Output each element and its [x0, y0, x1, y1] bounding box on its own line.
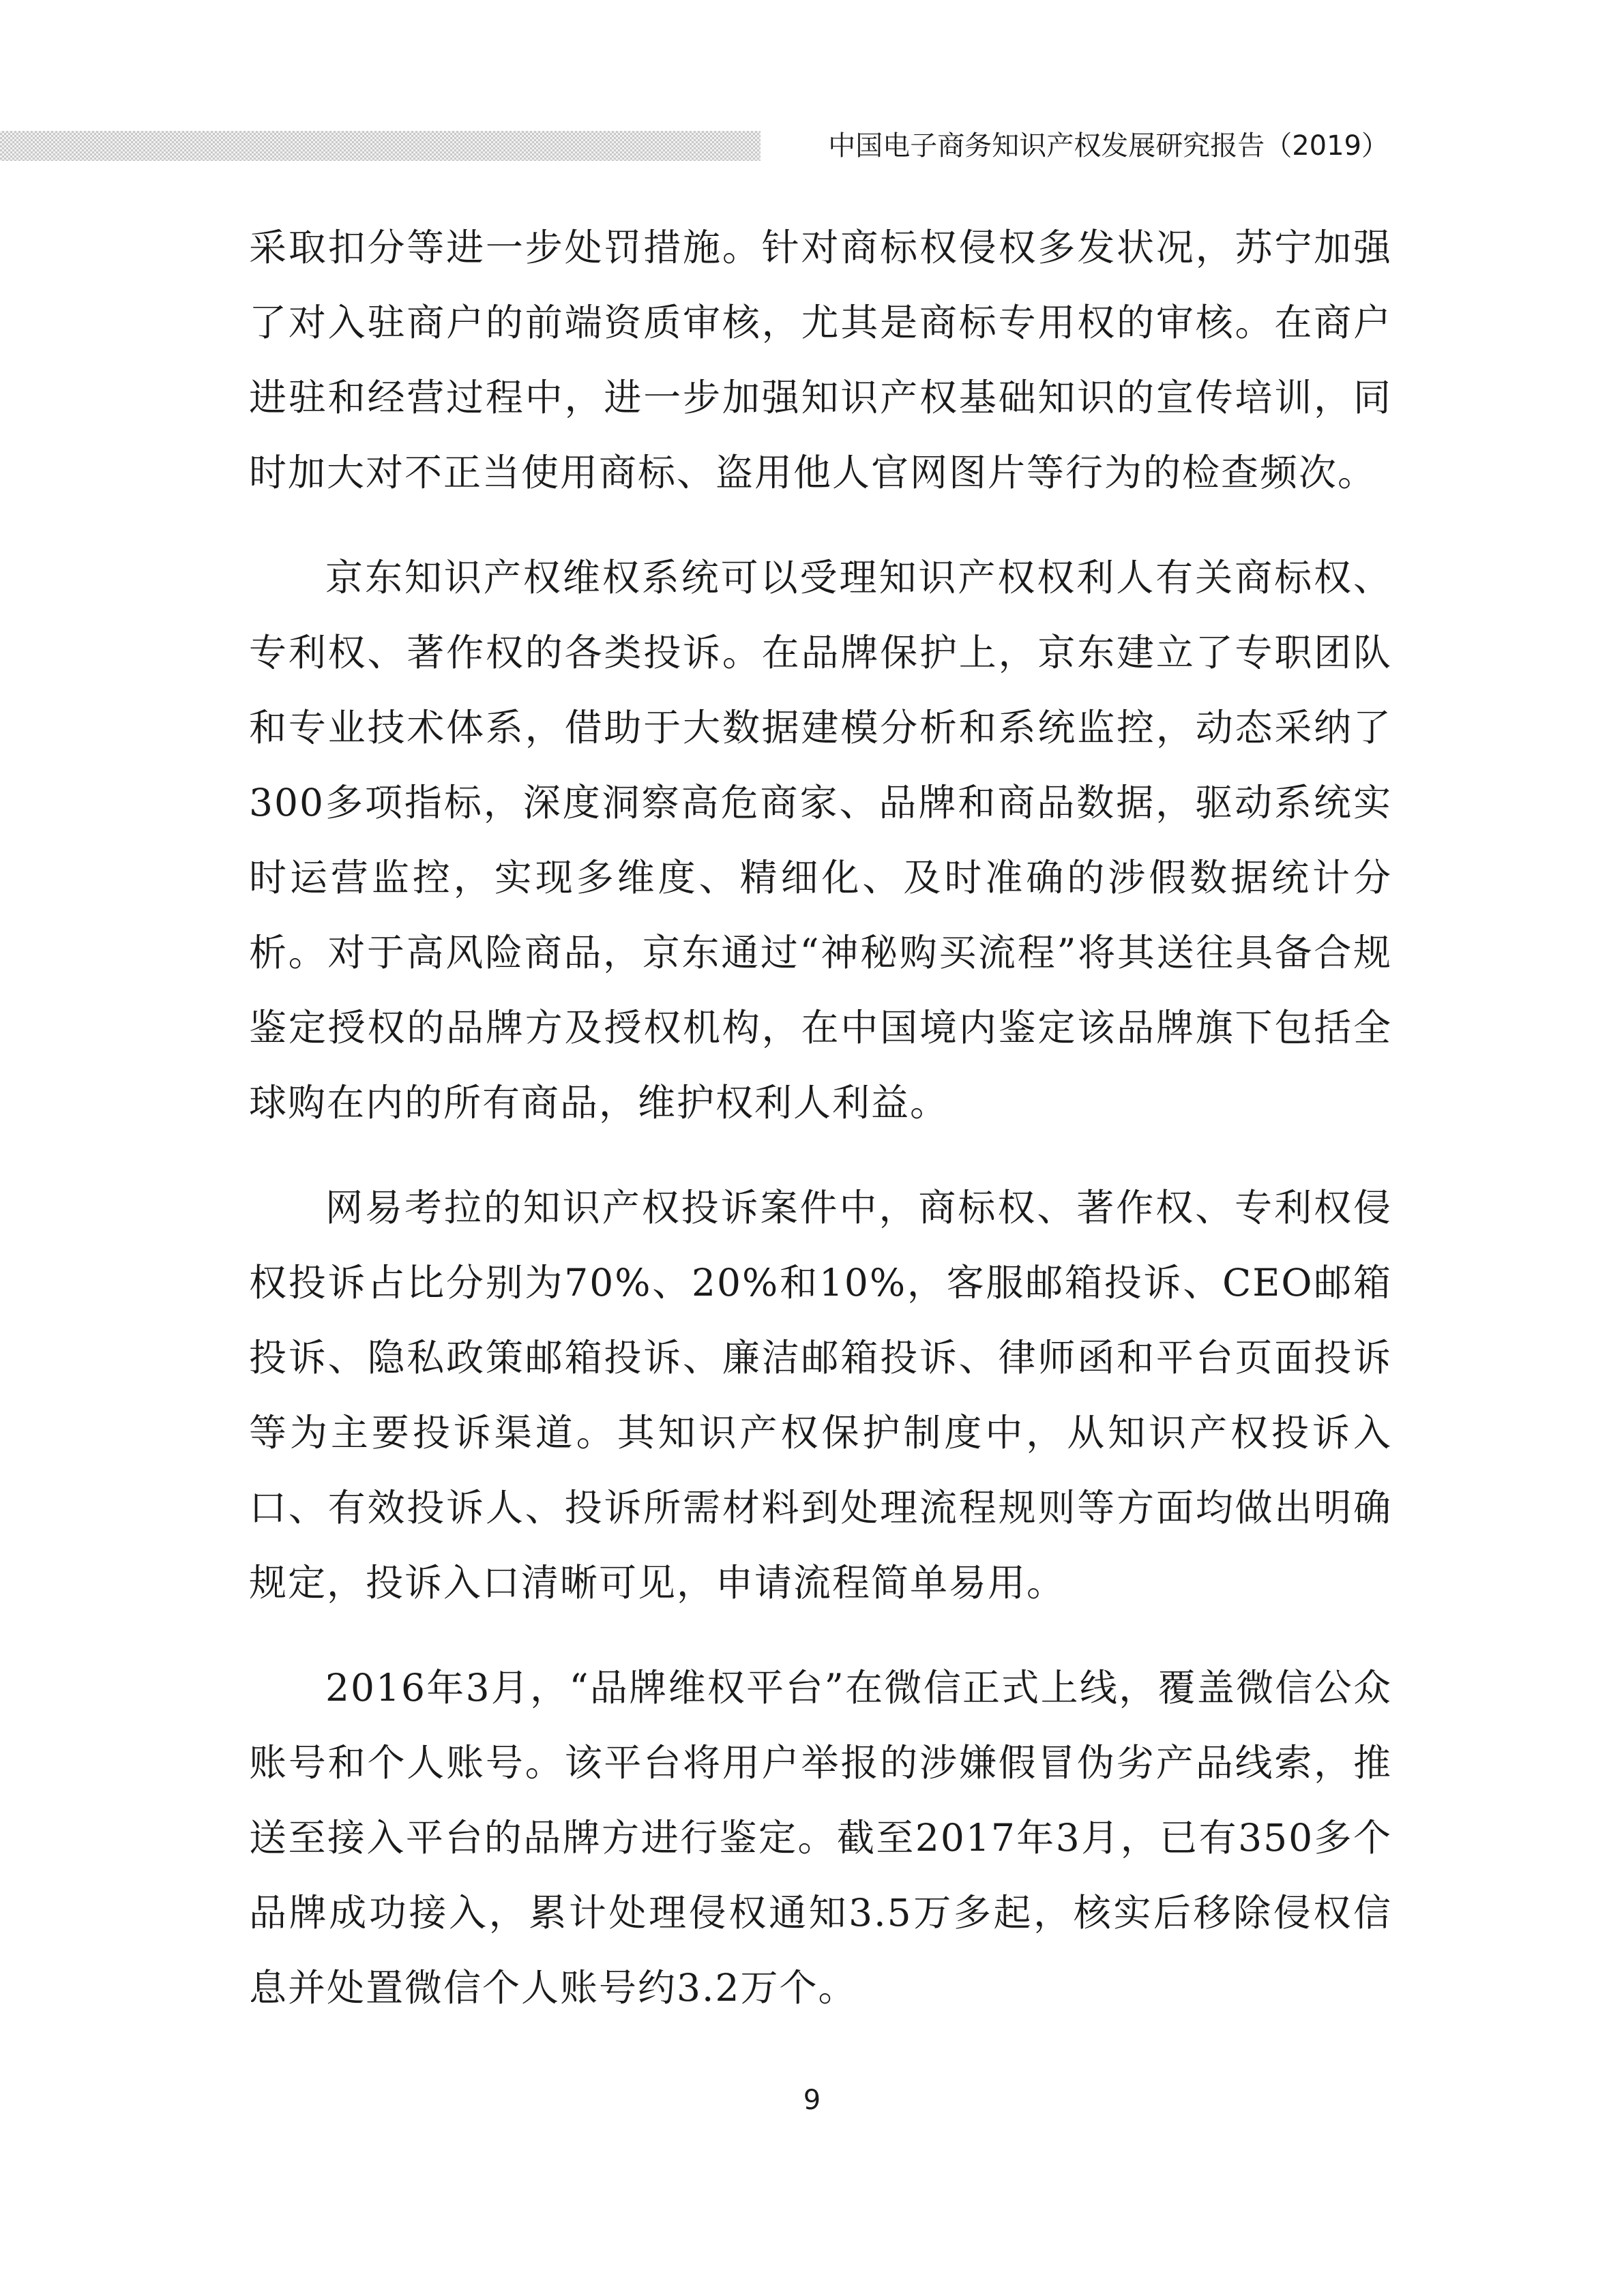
- paragraph-wechat: 2016年3月，“品牌维权平台”在微信正式上线，覆盖微信公众账号和个人账号。该平台将用户举报的涉嫌假冒伪劣产品线索，推送至接入平台的品牌方进行鉴定。截至2017年3月，已有350多个品牌成功接入，累计处理侵权通知3.5万多起，核实后移除侵权信息并处置微信个人账号约3.2万个。: [249, 1666, 1392, 2010]
- page-number: 9: [803, 2085, 821, 2116]
- body-text: [249, 210, 1392, 2055]
- paragraph-jd: 京东知识产权维权系统可以受理知识产权权利人有关商标权、专利权、著作权的各类投诉。在品牌保护上，京东建立了专职团队和专业技术体系，借助于大数据建模分析和系统监控，动态采纳了300多项指标，深度洞察高危商家、品牌和商品数据，驱动系统实时运营监控，实现多维度、精细化、及时准确的涉假数据统计分析。对于高风险商品，京东通过“神秘购买流程”将其送往具备合规鉴定授权的品牌方及授权机构，在中国境内鉴定该品牌旗下包括全球购在内的所有商品，维护权利人利益。: [249, 556, 1392, 1124]
- header-decorative-band: [0, 131, 761, 161]
- paragraph-suning: 采取扣分等进一步处罚措施。针对商标权侵权多发状况，苏宁加强了对入驻商户的前端资质审核，尤其是商标专用权的审核。在商户进驻和经营过程中，进一步加强知识产权基础知识的宣传培训，同时加大对不正当使用商标、盗用他人官网图片等行为的检查频次。: [249, 226, 1392, 494]
- paragraph-netease-kaola: 网易考拉的知识产权投诉案件中，商标权、著作权、专利权侵权投诉占比分别为70%、20%和10%，客服邮箱投诉、CEO邮箱投诉、隐私政策邮箱投诉、廉洁邮箱投诉、律师函和平台页面投诉等为主要投诉渠道。其知识产权保护制度中，从知识产权投诉入口、有效投诉人、投诉所需材料到处理流程规则等方面均做出明确规定，投诉入口清晰可见，申请流程简单易用。: [249, 1186, 1392, 1605]
- running-header-title: 中国电子商务知识产权发展研究报告（2019）: [828, 130, 1389, 162]
